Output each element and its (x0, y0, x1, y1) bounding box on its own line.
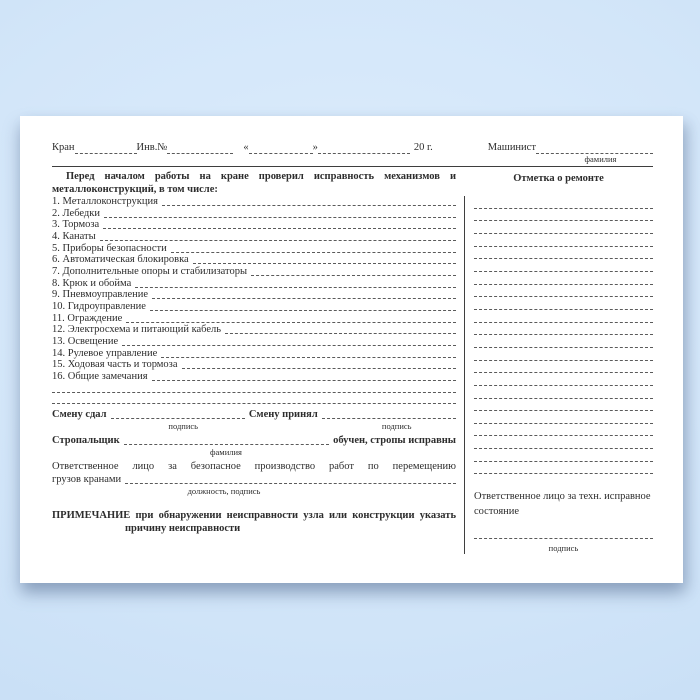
date-day-blank (249, 142, 313, 154)
checklist-item (52, 243, 456, 255)
checklist-item-blank (171, 243, 456, 253)
checklist-item (52, 324, 456, 336)
checklist-item-label: 12. Электросхема и питающий кабель (52, 324, 222, 336)
repair-blank-line (474, 234, 653, 247)
shift-hints-row (52, 421, 456, 432)
checklist-item-label: 9. Пневмоуправление (52, 289, 149, 301)
checklist-item-label: 16. Общие замечания (52, 370, 148, 382)
checklist-item (52, 371, 456, 383)
checklist-item-label: 13. Освещение (52, 335, 119, 347)
tech-signature-hint: подпись (548, 543, 579, 554)
repair-blank-line (474, 259, 653, 272)
checklist-item (52, 301, 456, 313)
year-label: 20 г. (413, 142, 433, 153)
repair-blank-line (474, 462, 653, 475)
checklist-item (52, 289, 456, 301)
checklist-item-blank (135, 278, 456, 288)
repair-blank-line (474, 196, 653, 209)
checklist-item-label: 6. Автоматическая блокировка (52, 254, 189, 266)
crane-label: Кран (52, 142, 75, 153)
extra-blank-line (52, 383, 456, 395)
repair-blank-line (474, 386, 653, 399)
repair-blank-line (474, 209, 653, 222)
date-month-blank (318, 142, 410, 154)
checklist-column (52, 167, 456, 535)
repair-blank-line (474, 285, 653, 298)
checklist-item-blank (162, 196, 456, 206)
operator-hint: фамилия (584, 154, 617, 164)
slinger-blank (124, 444, 329, 445)
repair-blank-line (474, 272, 653, 285)
repairs-column (464, 167, 653, 554)
form-body (52, 167, 653, 554)
shift-handed-blank (111, 418, 245, 419)
checklist-item (52, 196, 456, 208)
repair-blank-line (474, 361, 653, 374)
checklist-item-label: 11. Ограждение (52, 312, 123, 324)
checklist-item (52, 254, 456, 266)
checklist-item-blank (251, 266, 456, 276)
responsible-safety-line2: грузов кранами (52, 473, 456, 486)
tech-signature-blank (474, 519, 653, 539)
document-sheet (20, 116, 683, 583)
responsible-safety-block (52, 460, 456, 497)
slinger-status: обучен, стропы исправны (333, 434, 456, 446)
checklist-item (52, 359, 456, 371)
responsible-safety-line1: Ответственное лицо за безопасное производство работ по перемещению (52, 460, 456, 472)
repair-blank-line (474, 373, 653, 386)
checklist-item-label: 7. Дополнительные опоры и стабилизаторы (52, 265, 248, 277)
repair-blank-line (474, 424, 653, 437)
repairs-title: Отметка о ремонте (513, 173, 604, 184)
checklist-item-blank (104, 208, 456, 218)
note-text: при обнаружении неисправности узла или конструкции указать причину неисправности (125, 509, 456, 534)
position-signature-hint: должность, подпись (187, 485, 261, 496)
repair-blank-line (474, 335, 653, 348)
checklist-item-blank (150, 301, 456, 311)
repair-blank-line (474, 411, 653, 424)
signature-hint: подпись (381, 420, 412, 431)
checklist-item-label: 4. Канаты (52, 230, 96, 242)
checklist-item-blank (161, 348, 456, 358)
checklist-intro: Перед началом работы на кране проверил исправность механизмов и металлоконструкций, в том числе: (52, 171, 456, 195)
repair-blank-line (474, 323, 653, 336)
inventory-blank (167, 142, 233, 154)
note-title: ПРИМЕЧАНИЕ (52, 509, 131, 521)
crane-blank (75, 142, 137, 154)
checklist-item-blank (152, 371, 456, 381)
checklist-item (52, 278, 456, 290)
checklist-item-label: 10. Гидроуправление (52, 300, 146, 312)
checklist-item-label: 14. Рулевое управление (52, 347, 158, 359)
repair-blank-line (474, 247, 653, 260)
checklist-item-label: 3. Тормоза (52, 219, 100, 231)
repair-blank-line (474, 399, 653, 412)
slinger-row (52, 434, 456, 447)
inventory-label: Инв.№ (136, 142, 168, 153)
surname-hint: фамилия (210, 446, 242, 457)
checklist-item-label: 8. Крюк и обойма (52, 277, 132, 289)
checklist-item-label: 2. Лебедки (52, 207, 100, 219)
checklist-item (52, 208, 456, 220)
checklist-item-blank (122, 336, 456, 346)
checklist-item-blank (100, 231, 456, 241)
checklist-item (52, 231, 456, 243)
responsible-safety-blank (125, 483, 456, 484)
shift-row (52, 408, 456, 421)
shift-accepted-label: Смену принял (248, 408, 318, 420)
checklist-item-label: 5. Приборы безопасности (52, 242, 167, 254)
checklist-item (52, 219, 456, 231)
quote-close: » (312, 142, 318, 153)
checklist-item (52, 313, 456, 325)
quote-open: « (243, 142, 249, 153)
repairs-blank-lines (474, 196, 653, 474)
note-paragraph (52, 509, 456, 535)
checklist-item-blank (103, 219, 456, 229)
repair-blank-line (474, 449, 653, 462)
checklist-item-blank (152, 289, 456, 299)
header-row (52, 141, 653, 154)
slinger-label: Стропальщик (52, 434, 120, 446)
slinger-hints-row (52, 447, 456, 458)
repairs-body (464, 196, 653, 554)
operator-label: Машинист (487, 142, 536, 153)
shift-accepted-blank (322, 418, 456, 419)
operator-hint-row (52, 154, 653, 165)
shift-handed-label: Смену сдал (52, 408, 107, 420)
checklist-item (52, 336, 456, 348)
operator-blank (536, 142, 653, 154)
checklist-item-blank (126, 313, 456, 323)
repair-blank-line (474, 348, 653, 361)
repair-blank-line (474, 221, 653, 234)
checklist-item-blank (225, 324, 456, 334)
extra-blank-line (52, 394, 456, 406)
checklist-item-label: 15. Ходовая часть и тормоза (52, 359, 178, 371)
tech-responsible-text: Ответственное лицо за техн. исправное состояние (474, 491, 651, 518)
checklist-item (52, 348, 456, 360)
checklist-item-label: 1. Металлоконструкция (52, 196, 158, 207)
repair-blank-line (474, 297, 653, 310)
repair-blank-line (474, 310, 653, 323)
checklist-item-blank (193, 254, 456, 264)
signature-hint: подпись (168, 420, 199, 431)
repair-blank-line (474, 436, 653, 449)
checklist-item (52, 266, 456, 278)
checklist-items (52, 196, 456, 406)
checklist-item-blank (182, 359, 457, 369)
